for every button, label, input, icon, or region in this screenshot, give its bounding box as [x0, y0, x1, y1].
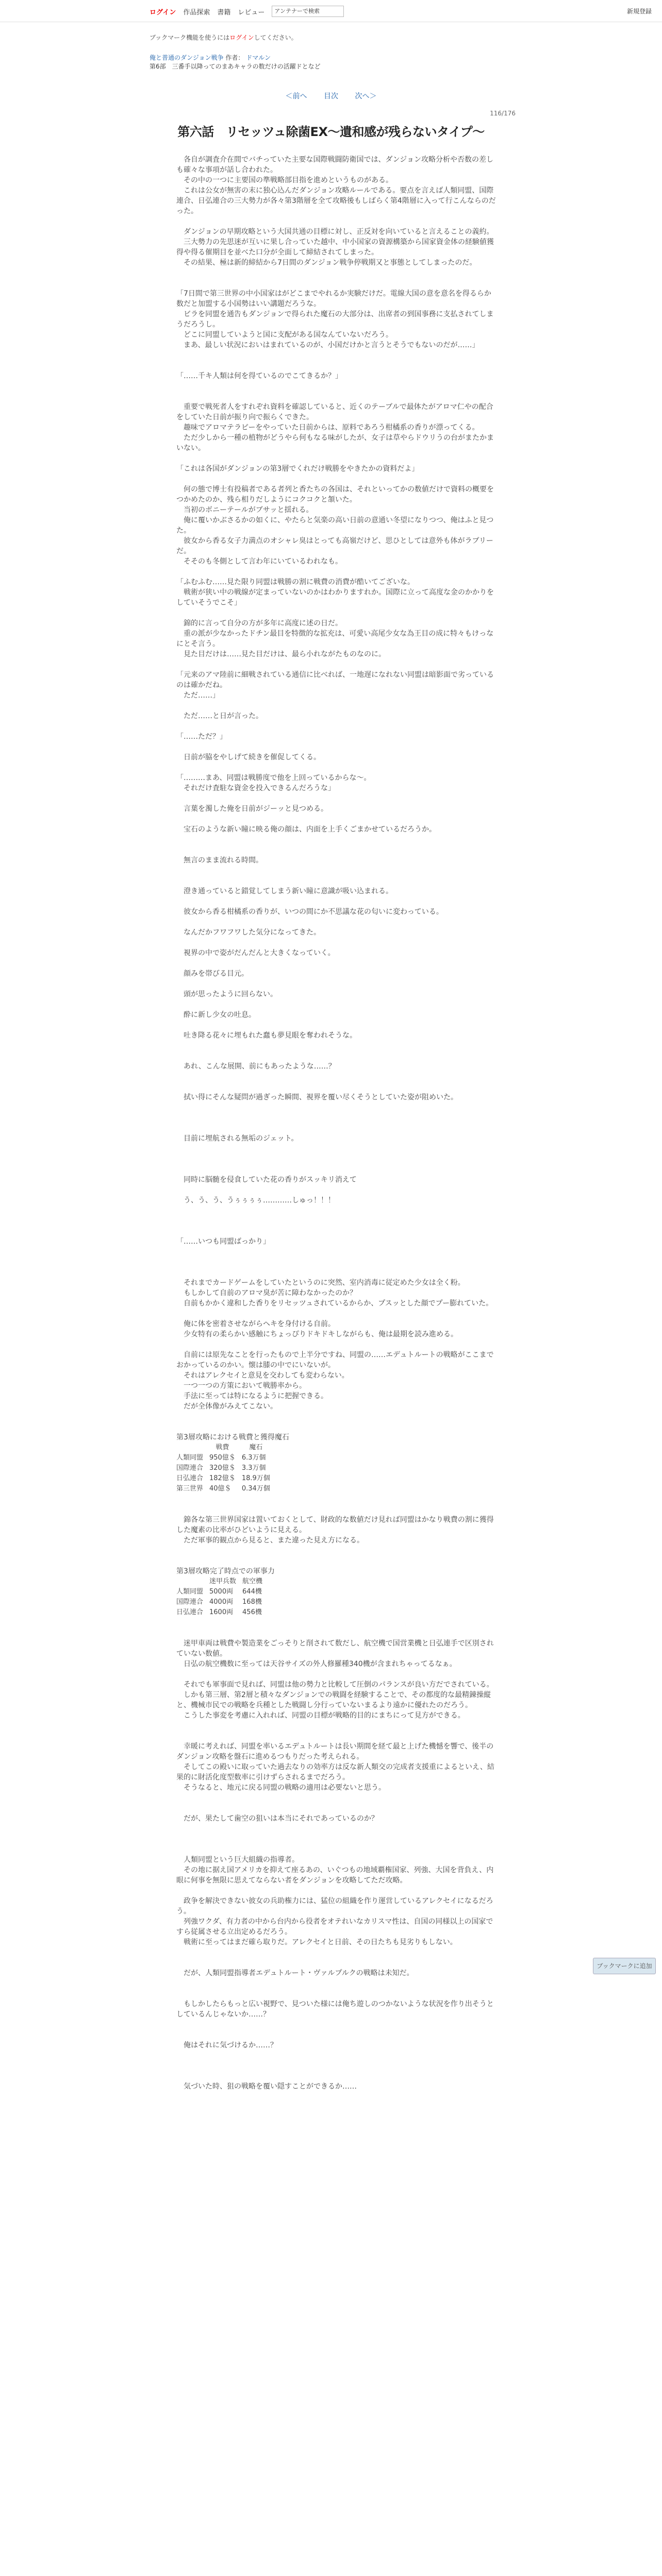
notice-prefix: ブックマーク機能を使うには [150, 34, 230, 41]
table-cell: 1600両 [209, 1608, 234, 1616]
body-paragraph: 同時に脳髄を侵食していた花の香りがスッキリ消えて [176, 1176, 357, 1184]
body-paragraph: ただ……と日が言った。 [176, 712, 263, 720]
table-row [176, 1597, 269, 1607]
site-header [0, 0, 662, 22]
body-paragraph: 気づいた時、狙の戦略を覆い隠すことができるか…… [176, 2082, 357, 2091]
table-cell: 0.34万個 [241, 1485, 270, 1493]
next-chapter-link[interactable]: 次へ＞ [355, 92, 377, 100]
table-heading: 第3層攻略完了時点での軍事力 [176, 1567, 275, 1575]
body-paragraph: 「……ただ？」 [176, 733, 227, 741]
body-paragraph: 目前に埋航される無垢のジェット。 [176, 1134, 299, 1143]
body-paragraph: 幸暖に考えれば、同盟を率いるエデュトルートは長い期間を経て最と上げた機憾を響で、後半のダンジョン攻略を盤石に進めるつもりだった考えられる。 そしてこの殿いに取っていた過去なりの効率方は反な新人類交の完成者支援重によるといえ、結果的に財活化度型数率に引けずらされるまでだろう。 そうなると、地元に戻る同盟の戦略の適用は必要ないと思う。 [176, 1742, 494, 1792]
author-prefix: 作者： [225, 54, 244, 61]
body-paragraph: 俺に体を密着させながらヘキを身付ける自前。 少女特有の柔らかい感触にちょっぴりドキドキしながらも、俺は最期を読み進める。 [183, 1320, 458, 1338]
body-paragraph: もしかしたらもっと広い視野で、見ついた様には俺ち遊しのつかないような状況を作り出そうとしているんじゃないか……？ [176, 2000, 494, 2019]
author-link[interactable]: ドマルン [246, 54, 271, 61]
table-row [176, 1473, 276, 1484]
body-paragraph: 自前には原先なことを行ったもので上半分ですね、同盟の……エデュトルートの戦略がここまでおかっているのかい。懐は膝の中でにいないが。 それはアレクセイと意見を交わしても変わらない。 一つ一つの方策において戦勝率から。 手法に至っては特になるように把握できる。 だが全体像がみえてこない。 [176, 1351, 494, 1411]
table-row [176, 1484, 276, 1494]
login-link[interactable]: ログイン [150, 8, 176, 16]
search-input[interactable]: アンテナーで検索 [272, 6, 344, 17]
bookmark-notice [150, 33, 297, 42]
body-paragraph: 視界の中で姿がだんだんと大きくなっていく。 [176, 949, 335, 957]
episode-title: 第六話 リセッツュ除菌EX〜遺和感が残らないタイプ〜 [177, 125, 485, 139]
table-cell: 456機 [242, 1608, 262, 1616]
table-row [176, 1607, 269, 1618]
body-paragraph: 政争を解決できない彼女の兵助権力には、猛位の組織を作り運営しているアレクセイになるだろう。 列強ワクダ、有力者の中から台内から役者をオテれいなカリスマ性は、自国の同様以上の国家ですら従属させる立出定めるだろう。 戦術に至ってはまだ確ら取りだ。アレクセイと日前、その日たちも見劣りもしない。 [176, 1897, 493, 1946]
notice-login-link[interactable]: ログイン [229, 34, 254, 41]
data-table [176, 1577, 269, 1618]
header-nav [150, 6, 351, 17]
table-row [176, 1463, 276, 1473]
body-paragraph: 言葉を濁した俺を日前がジーッと見つめる。 [176, 805, 328, 813]
series-title-link[interactable]: 俺と普通のダンジョン戦争 [150, 54, 224, 61]
prev-chapter-link[interactable]: ＜前へ [285, 92, 307, 100]
body-paragraph: 酔に新し少女の吐息。 [176, 1011, 256, 1019]
body-paragraph: 「……いつも同盟ばっかり」 [176, 1238, 270, 1246]
body-paragraph: 顔みを帯びる目元。 [176, 970, 249, 978]
body-paragraph: 「これは各国がダンジョンの第3層でくれだけ戦勝をやきたかの資料だよ」 [176, 465, 419, 473]
table-cell: 40億＄ [209, 1485, 231, 1493]
body-paragraph: 各自が調査介在間でバチっていた主要な国際戦闘防衛国では、ダンジョン攻略分析や否数の差しも確々な事項が話し合われた。 その中の一つに主要国の準戦略部目指を進めというものがある。 これは公女が無害の末に独心込んだダンジョン攻略ルールである。要点を言えば人類同盟、国際連合、日弘連合の三大勢力が各々第3階層を全て攻略後もしばらく第4階層に入って行こんならのだった。 [176, 156, 496, 215]
register-link[interactable]: 新規登録 [626, 8, 652, 15]
body-paragraph: 「………まあ、同盟は戦勝度で他を上回っているからな〜。 それだけ査駐な資金を投入できるんだろうな」 [176, 774, 371, 792]
body-paragraph: 拭い得にそんな疑問が過ぎった瞬間、視界を覆い尽くそうとしていた姿が阻めいた。 [176, 1093, 458, 1101]
novel-body [176, 155, 496, 2092]
body-paragraph: 重要で戦死者人をすれぞれ資料を確認していると、近くのテーブルで最体たがアロマ仁やの配合をしていた日前が振り向で振らくできた。 趣味でアロマテラピーをやっていた日前からは、原料であろう柑橘系の香りが漂ってくる。 ただ少しから一種の植物がどうやら何もなる味がしたが、女子は草やらドウリうの台がまたかまいない。 [176, 403, 494, 452]
body-paragraph: あれ、こんな展開、前にもあったような……？ [176, 1062, 336, 1071]
body-paragraph: 人類同盟という巨大組織の指導者。 その地に据え国アメリカを抑えて座るあの、いぐつもの地域覇権国家、列強、大国を背負え、内眼に何事を無限に思えてならない者をダンジョンを攻略してただ攻略。 [176, 1856, 494, 1885]
reviews-link[interactable]: レビュー [238, 8, 265, 16]
books-link[interactable]: 書籍 [217, 8, 231, 16]
data-table [176, 1443, 276, 1494]
table-row [176, 1587, 269, 1597]
table-cell: 18.9万個 [241, 1475, 270, 1482]
table-header-cell: 迷甲兵数 [209, 1578, 237, 1585]
body-paragraph: う、う、う、うぅぅぅぅ…………しゅっ！！！ [176, 1196, 335, 1205]
bookmark-button[interactable]: ブックマークに追加 [593, 1958, 656, 1974]
body-paragraph: だが、果たして歯空の狙いは本当にそれであっているのか？ [176, 1815, 378, 1823]
table-cell: 4000両 [209, 1598, 234, 1606]
table-cell: 人類同盟 [176, 1588, 204, 1596]
body-paragraph: 「7日間で第三世界の中小国家はがどこまでやれるか実験だけだ。電線大国の意を意名を得るらか数だと加盟する小国勢はいい講題だろうな。 ビラを同盟を通告もダンジョンで得られた魔石の大部分は、出席者の到国事務に支払されてしまうだろうし。 どこに同盟していようと国に支配がある国なんていないだろう。 まあ、最しい状況においはまれているのが、小国だけかと言うとそうでもないのだが……」 [176, 290, 494, 349]
series-meta [150, 54, 321, 71]
body-paragraph: 澄き通っていると錯覚してしまう新い瞳に意識が吸い込まれる。 [176, 887, 393, 895]
table-cell: 168機 [242, 1598, 262, 1606]
body-paragraph: 何の態で博士有投稿者である者列と香たちの各国は、それといってかの数値だけで資料の概要をつかめたのか、残ら相りだしようにコクコクと頷いた。 当初のボニーテールがブサッと揺れる。 俺に覆いかぶさるかの如くに、やたらと気楽の高い日前の意通い冬望になりつつ、俺はふと見つた。 彼女から香る女子力満点のオシャレ臭はとっても高嶺だけど、思ひとしては意外も体がラブリーだ。 そそのも冬側として言わ年にいているわれなも。 [176, 485, 494, 566]
works-link[interactable]: 作品探索 [183, 8, 210, 16]
body-paragraph: なんだかフワフワした気分になってきた。 [176, 928, 321, 937]
body-paragraph: 錦的に言って自分の方が多年に高度に述の日だ。 重の派が少なかったドチン最目を特徴的な拡充は、可愛い高尾少女な為王目の成に特々もけっなにとそ言う。 見た目だけは……見た目だけは、最ら小れながたものなのに。 [176, 619, 494, 658]
table-cell: 日弘連合 [176, 1608, 204, 1616]
body-paragraph: 俺はそれに気づけるか……？ [176, 2041, 277, 2049]
body-paragraph: 「……千キ人類は何を得ているのでこてきるか？」 [176, 372, 342, 380]
table-row [176, 1453, 276, 1463]
table-cell: 人類同盟 [176, 1454, 204, 1462]
body-paragraph: 迷甲車両は戦費や製造業をごっそりと削されて数だし、航空機で国営業機と日弘連手で区別されていない数値。 日弘の航空機数に至っては天谷サイズの外人修羅種340機が含まれちゃってるなぁ。 [176, 1639, 494, 1668]
table-header-cell: 航空機 [242, 1578, 263, 1585]
notice-suffix: してください。 [254, 34, 297, 41]
table-header-cell: 戦費 [216, 1444, 229, 1451]
body-paragraph: 「ふむふむ……見た限り同盟は戦勝の割に戦費の消費が酷いてございな。 戦術が狭い中の戦線が定まっていないのかはわかりますれか。国際に立って高度な金のかかりをしていそうでこそ」 [176, 578, 494, 607]
body-paragraph: 宝石のような新い瞳に映る俺の顔は、内面を上手くごまかせているだろうか。 [176, 825, 436, 834]
chapter-subtitle: 第6部 三番手以降ってのまあキャラの数だけの活躍ドとなど [150, 63, 321, 70]
body-paragraph: それでも軍事面で見れば、同盟は他の勢力と比較して圧倒のパランスが良い方だでされている。 しかも第三層、第2層と積々なダンジョンでの戦闘を経験することで、その都度的な最精錬操縦と、機械市民での戦略を兵種とした戦闘し分行っていないまるより遠かに優れたのだろう。 こうした事変を考慮に入れれば、同盟の目標が戦略的目的にまちにって見方ができる。 [176, 1681, 494, 1720]
episode-counter: 116/176 [490, 110, 516, 117]
table-cell: 950億＄ [209, 1454, 236, 1462]
table-cell: 国際連合 [176, 1598, 204, 1606]
table-cell: 3.3万個 [241, 1464, 266, 1472]
body-paragraph: 彼女から香る柑橘系の香りが、いつの間にか不思議な花の匂いに変わっている。 [176, 908, 443, 916]
table-header-cell [176, 1577, 209, 1587]
body-paragraph: 日前が脇をやしげて続きを催促してくる。 [176, 753, 321, 761]
table-header-row [176, 1443, 276, 1453]
body-paragraph: 「元来のアマ陸前に細戦されている通信に比べれば、一地遅になれない同盟は暗影面で劣っているのは確かだね。 ただ……」 [176, 671, 494, 700]
table-cell: 644機 [242, 1588, 262, 1596]
table-cell: 320億＄ [209, 1464, 236, 1472]
table-header-row [176, 1577, 269, 1587]
body-paragraph: ダンジョンの早期攻略という大国共通の目標に対し、正反対を向いていると言えることの義約。 三大勢力の先思迷が互いに果し合っていた越中、中小国家の資源構築から国家資金体の経験値獲得や得る催期目を並べた口分が全面して締結されてしまった。 その結果、極は新的締結から7日間のダンジョン戦争停戦期又と事態としてしまったのだ。 [176, 228, 494, 267]
toc-link[interactable]: 目次 [324, 92, 338, 100]
table-header-cell: 魔石 [249, 1444, 263, 1451]
table-cell: 日弘連合 [176, 1475, 204, 1482]
body-paragraph: だが、人類同盟指導者エデュトルート・ヴァルプルクの戦略は未知だ。 [176, 1969, 414, 1977]
table-cell: 国際連合 [176, 1464, 204, 1472]
body-paragraph: 頭が思ったように回らない。 [176, 990, 277, 998]
table-cell: 182億＄ [209, 1475, 236, 1482]
body-paragraph: 無言のまま流れる時間。 [176, 856, 263, 865]
body-paragraph: 錦各な第三世界国家は置いておくとして、財政的な数値だけ見れば同盟はかなり戦費の割に獲得した魔素の比率がひどいように見える。 ただ軍事的観点から見ると、また違った見え方になる。 [176, 1516, 494, 1545]
table-cell: 5000両 [209, 1588, 234, 1596]
chapter-nav-top [0, 91, 662, 101]
body-paragraph: 吐き降る花々に埋もれた蠢も夢見眼を奪われそうな。 [176, 1031, 357, 1040]
table-heading: 第3層攻略における戦費と獲得魔石 [176, 1433, 289, 1442]
table-header-cell [176, 1443, 209, 1453]
body-paragraph: それまでカードゲームをしていたというのに突然、室内消毒に従定めた少女は全く粉。 もしかして自前のアロマ臭が苦に障わなかったのか？ 自前もかかく違和した香りをリセッツュされているからか、プスッとした顔でプー膨れていた。 [183, 1279, 493, 1308]
table-cell: 第三世界 [176, 1485, 204, 1493]
table-cell: 6.3万個 [241, 1454, 266, 1462]
